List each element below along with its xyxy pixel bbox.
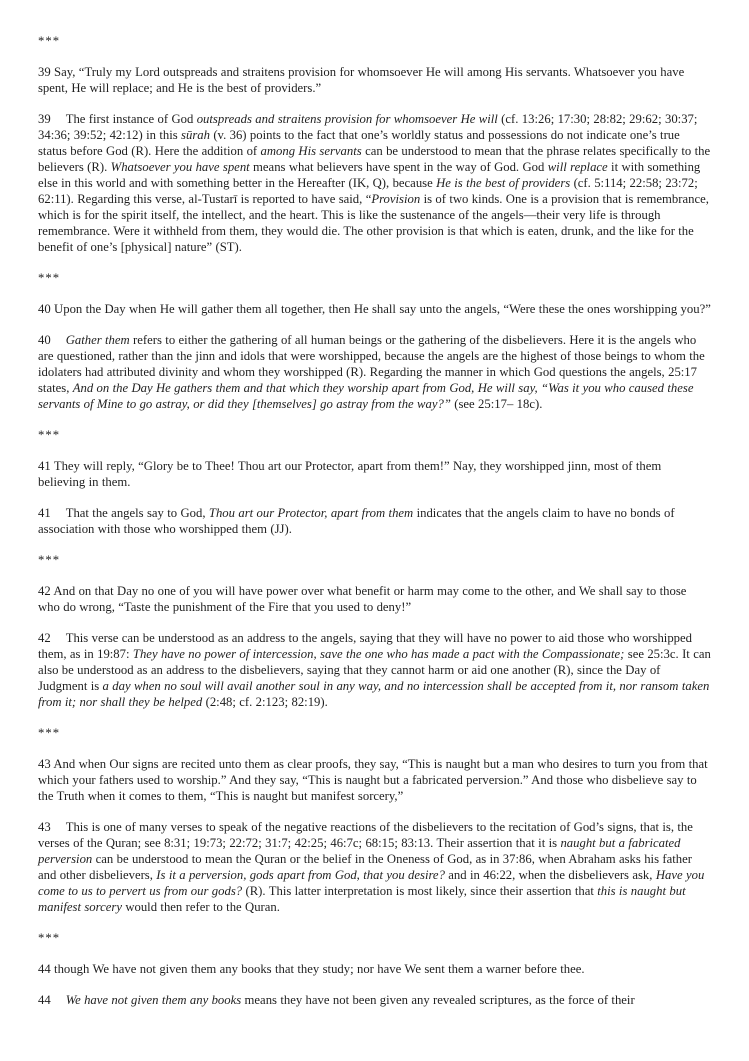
body-text-run: and in 46:22, when the disbelievers ask, xyxy=(444,868,656,882)
quran-quote-italic: Is it a perversion, gods apart from God, that you desire? xyxy=(156,868,445,882)
quran-quote-italic: naught but a fabricated perversion xyxy=(38,836,681,866)
body-text-run: (2:48; cf. 2:123; 82:19). xyxy=(202,695,328,709)
body-text-run: indicates that the angels claim to have no bonds of association with those who worshipped them (JJ). xyxy=(38,506,675,536)
quran-quote-italic: Thou art our Protector, apart from them xyxy=(208,506,414,520)
quran-quote-italic: among His servants xyxy=(260,144,362,158)
verse-text xyxy=(38,458,711,490)
body-text-run: is of two kinds. One is a provision that is remembrance, which is for the spirit itself, the intellect, and the heart. This is like the sustenance of the angels—their very life is through remembrance. Were it withheld from them, they would die. The other provision is that which is eaten, drunk, and the like for the benefit of one’s [physical] nature” (ST). xyxy=(38,192,709,254)
body-text-run: can be understood to mean the Quran or the belief in the Oneness of God, as in 37:86, when Abraham asks his father and other disbelievers, xyxy=(38,852,692,882)
body-text-run: (see 25:17– 18c). xyxy=(450,397,543,411)
quran-quote-italic: He is the best of providers xyxy=(436,176,571,190)
verse-text xyxy=(38,756,711,804)
body-text-run: 39 Say, “Truly my Lord outspreads and straitens provision for whomsoever He will among His servants. Whatsoever you have spent, He will replace; and He is the best of providers.” xyxy=(38,65,685,95)
commentary-text xyxy=(38,819,711,915)
section-separator: *** xyxy=(38,553,61,567)
quran-quote-italic: outspreads and straitens provision for whomsoever He will xyxy=(196,112,498,126)
body-text-run: it with something else in this world and with something better in the Hereafter (IK, Q), because xyxy=(38,160,701,190)
section-separator: *** xyxy=(38,428,61,442)
body-text-run: 44 though We have not given them any books that they study; nor have We sent them a warner before thee. xyxy=(38,962,585,976)
commentary-verse-number: 41 xyxy=(38,506,51,520)
commentary-text xyxy=(38,992,711,1008)
body-text-run: That the angels say to God, xyxy=(65,506,209,520)
body-text-run: 41 They will reply, “Glory be to Thee! Thou art our Protector, apart from them!” Nay, they worshipped jinn, most of them believing in them. xyxy=(38,459,662,489)
body-text-run: means what believers have spent in the way of God. God xyxy=(249,160,548,174)
quran-quote-italic: Provision xyxy=(371,192,421,206)
quran-quote-italic: will replace xyxy=(547,160,608,174)
commentary-text xyxy=(38,505,711,537)
section-separator: *** xyxy=(38,271,61,285)
section-separator: *** xyxy=(38,34,61,48)
commentary-verse-number: 43 xyxy=(38,820,51,834)
page-content xyxy=(38,33,711,1008)
body-text-run: (R). This latter interpretation is most likely, since their assertion that xyxy=(242,884,598,898)
body-text-run: 42 And on that Day no one of you will have power over what benefit or harm may come to the other, and We shall say to those who do wrong, “Taste the punishment of the Fire that you used to deny!” xyxy=(38,584,687,614)
quran-quote-italic: Gather them xyxy=(65,333,130,347)
commentary-text xyxy=(38,332,711,412)
quran-quote-italic: a day when no soul will avail another soul in any way, and no intercession shall be accepted from it, nor ransom taken from it; nor shall they be helped xyxy=(38,679,710,709)
body-text-run: refers to either the gathering of all human beings or the gathering of the disbelievers. Here it is the angels who are questioned, rather than the jinn and idols that were worshipped, because the angels are the highest of those beings to whom the idolaters had attributed divinity and whom they worshipped (R). Regarding the manner in which God questions the angels, 25:17 states, xyxy=(38,333,705,395)
verse-text xyxy=(38,961,711,977)
body-text-run: means they have not been given any revealed scriptures, as the force of their xyxy=(241,993,635,1007)
commentary-verse-number: 40 xyxy=(38,333,51,347)
verse-text xyxy=(38,301,711,317)
body-text-run: (cf. 5:114; 22:58; 23:72; 62:11). Regarding this verse, al-Tustarī is reported to have said, “ xyxy=(38,176,698,206)
commentary-verse-number: 44 xyxy=(38,993,51,1007)
body-text-run: can be understood to mean that the phrase relates specifically to the believers (R). xyxy=(38,144,711,174)
quran-quote-italic: We have not given them any books xyxy=(65,993,242,1007)
body-text-run: (v. 36) points to the fact that one’s worldly status and possessions do not indicate one’s true status before God (R). Here the addition of xyxy=(38,128,680,158)
quran-quote-italic: Have you come to us to pervert us from our gods? xyxy=(38,868,705,898)
body-text-run: (cf. 13:26; 17:30; 28:82; 29:62; 30:37; 34:36; 39:52; 42:12) in this xyxy=(38,112,698,142)
quran-quote-italic: this is naught but manifest sorcery xyxy=(38,884,686,914)
body-text-run: see 25:3c. It can also be understood as an address to the disbelievers, saying that they cannot harm or aid one another (R), since the Day of Judgment is xyxy=(38,647,711,693)
quran-quote-italic: They have no power of intercession, save the one who has made a pact with the Compassionate; xyxy=(132,647,625,661)
verse-text xyxy=(38,64,711,96)
verse-text xyxy=(38,583,711,615)
quran-quote-italic: sūrah xyxy=(181,128,210,142)
body-text-run: This verse can be understood as an address to the angels, saying that they will have no power to aid those who worshipped them, as in 19:87: xyxy=(38,631,692,661)
quran-quote-italic: And on the Day He gathers them and that which they worship apart from God, He will say, “Was it you who caused these servants of Mine to go astray, or did they [themselves] go astray from the way?” xyxy=(38,381,694,411)
body-text-run: 40 Upon the Day when He will gather them all together, then He shall say unto the angels, “Were these the ones worshipping you?” xyxy=(38,302,711,316)
body-text-run: would then refer to the Quran. xyxy=(121,900,280,914)
body-text-run: This is one of many verses to speak of the negative reactions of the disbelievers to the recitation of God’s signs, that is, the verses of the Quran; see 8:31; 19:73; 22:72; 31:7; 42:25; 46:7c; 68:15; 83:13. Their assertion that it is xyxy=(38,820,693,850)
commentary-text xyxy=(38,630,711,710)
section-separator: *** xyxy=(38,931,61,945)
body-text-run: The first instance of God xyxy=(65,112,197,126)
quran-quote-italic: Whatsoever you have spent xyxy=(110,160,250,174)
commentary-verse-number: 42 xyxy=(38,631,51,645)
commentary-text xyxy=(38,111,711,255)
body-text-run: 43 And when Our signs are recited unto them as clear proofs, they say, “This is naught but a man who desires to turn you from that which your fathers used to worship.” And they say, “This is naught but a fabricated perversion.” And those who disbelieve say to the Truth when it comes to them, “This is naught but manifest sorcery,” xyxy=(38,757,708,803)
section-separator: *** xyxy=(38,726,61,740)
commentary-verse-number: 39 xyxy=(38,112,51,126)
